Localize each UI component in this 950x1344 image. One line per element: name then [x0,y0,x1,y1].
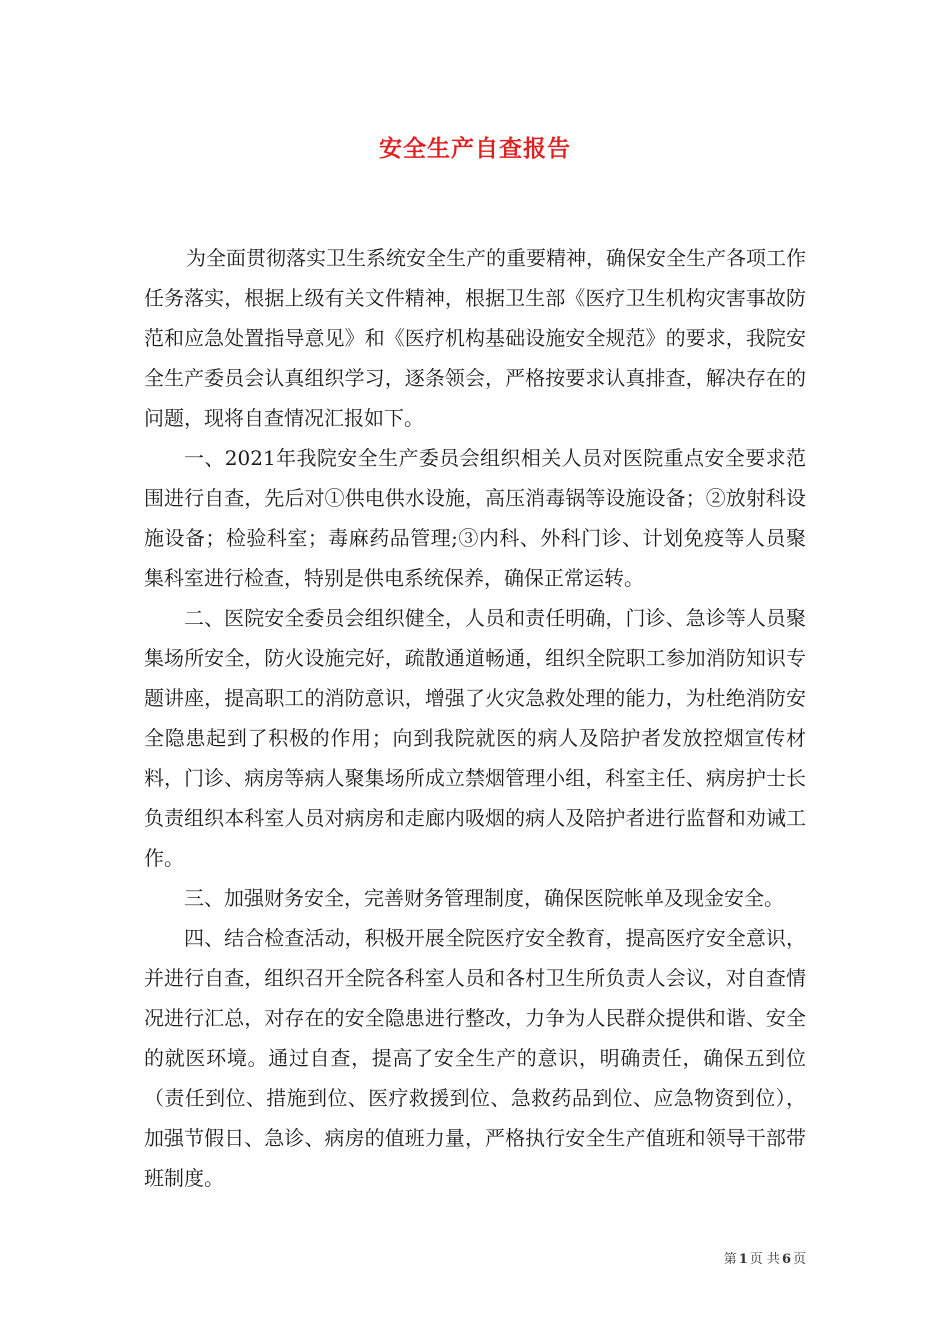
paragraph-section-4: 四、结合检查活动，积极开展全院医疗安全教育，提高医疗安全意识，并进行自查，组织召开全院各科室人员和各村卫生所负责人会议，对自查情况进行汇总，对存在的安全隐患进行整改，力争为人民群众提供和谐、安全的就医环境。通过自查，提高了安全生产的意识，明确责任，确保五到位（责任到位、措施到位、医疗救援到位、急救药品到位、应急物资到位），加强节假日、急诊、病房的值班力量，严格执行安全生产值班和领导干部带班制度。 [144,926,806,1190]
document-title: 安全生产自查报告 [379,135,571,162]
paragraph-section-1: 一、2021年我院安全生产委员会组织相关人员对医院重点安全要求范围进行自查，先后对①供电供水设施，高压消毒锅等设施设备；②放射科设施设备；检验科室；毒麻药品管理;③内科、外科门诊、计划免疫等人员聚集科室进行检查，特别是供电系统保养，确保正常运转。 [144,446,806,590]
paragraph-section-2: 二、医院安全委员会组织健全，人员和责任明确，门诊、急诊等人员聚集场所安全，防火设施完好，疏散通道畅通，组织全院职工参加消防知识专题讲座，提高职工的消防意识，增强了火灾急救处理的能力，为杜绝消防安全隐患起到了积极的作用；向到我院就医的病人及陪护者发放控烟宣传材料，门诊、病房等病人聚集场所成立禁烟管理小组，科室主任、病房护士长负责组织本科室人员对病房和走廊内吸烟的病人及陪护者进行监督和劝诫工作。 [144,606,806,870]
footer-current-page: 1 [738,1252,748,1267]
footer-total-pages: 6 [781,1252,791,1267]
document-body [144,238,806,1198]
footer-suffix: 页 [792,1252,806,1267]
footer-middle: 页 共 [749,1252,780,1267]
footer-prefix: 第 [723,1252,737,1267]
page-footer [724,1248,806,1267]
paragraph-intro: 为全面贯彻落实卫生系统安全生产的重要精神，确保安全生产各项工作任务落实，根据上级有关文件精神，根据卫生部《医疗卫生机构灾害事故防范和应急处置指导意见》和《医疗机构基础设施安全规范》的要求，我院安全生产委员会认真组织学习，逐条领会，严格按要求认真排查，解决存在的问题，现将自查情况汇报如下。 [144,246,806,430]
paragraph-section-3: 三、加强财务安全，完善财务管理制度，确保医院帐单及现金安全。 [184,886,784,910]
